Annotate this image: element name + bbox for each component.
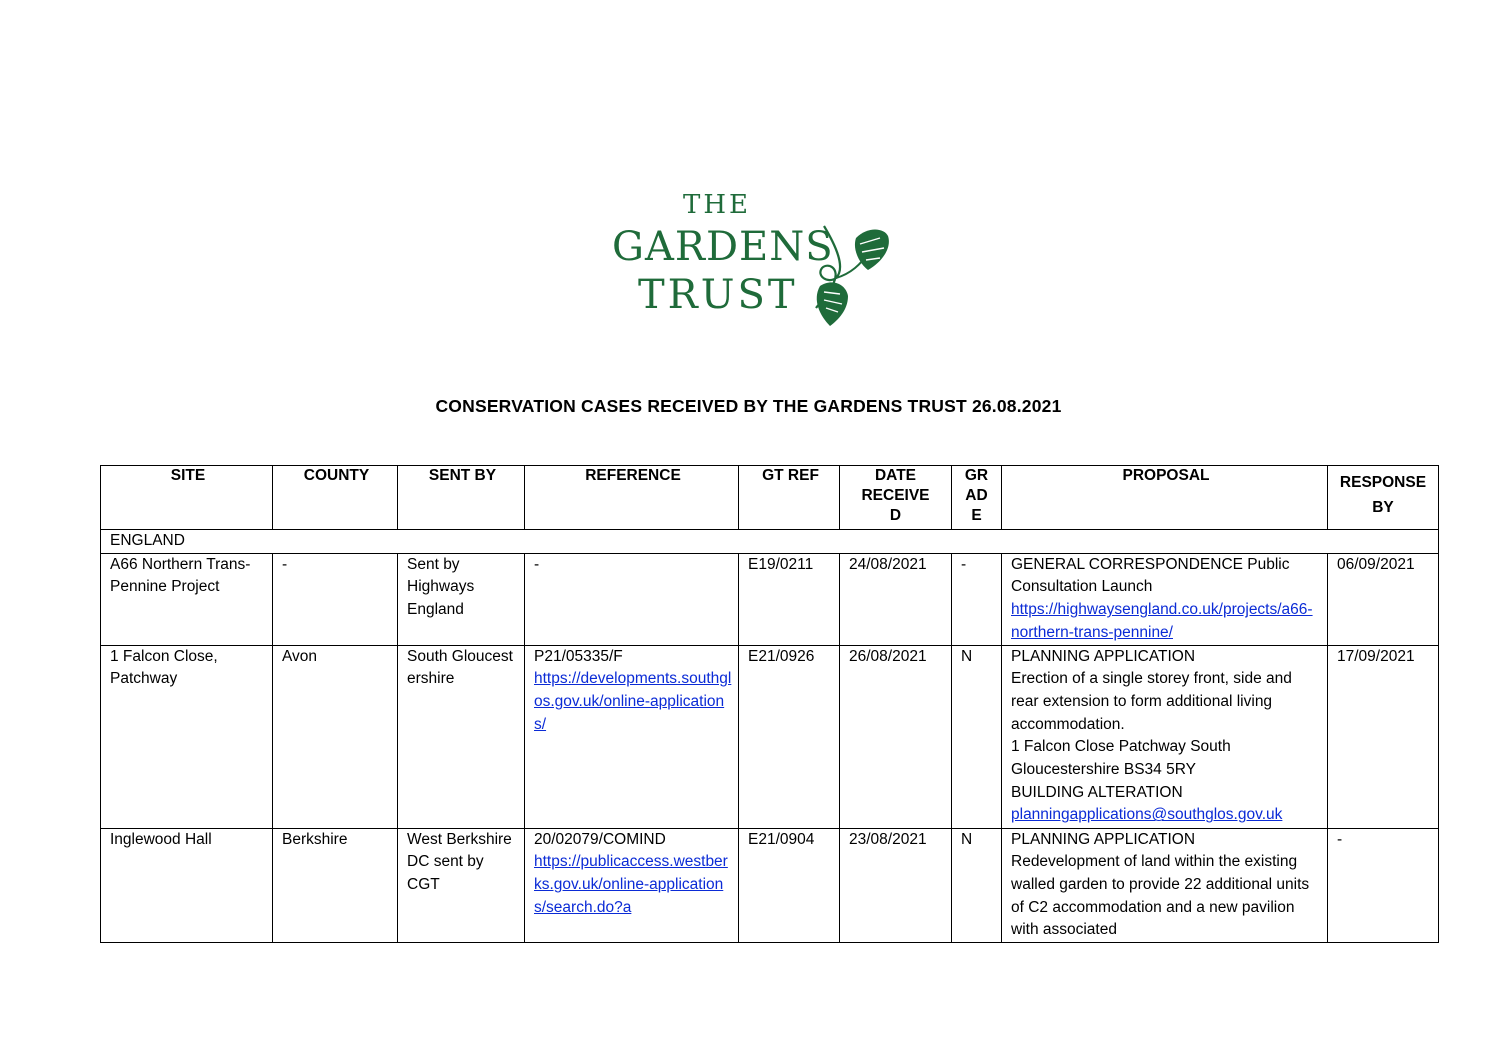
table-row <box>101 645 1439 828</box>
cell-site: A66 Northern Trans-Pennine Project <box>101 553 273 645</box>
cell-county: - <box>273 553 398 645</box>
leaf-icon <box>610 186 895 326</box>
reference-link[interactable]: https://developments.southglos.gov.uk/online-applications/ <box>534 670 732 733</box>
logo-line-the: THE <box>683 190 751 220</box>
table-row <box>101 553 1439 645</box>
cell-site: Inglewood Hall <box>101 828 273 943</box>
conservation-cases-table <box>100 465 1439 943</box>
header-grade: GRADE <box>952 466 1002 530</box>
reference-link[interactable]: https://publicaccess.westberks.gov.uk/online-applications/search.do?a <box>534 853 728 916</box>
cell-grade: N <box>952 828 1002 943</box>
proposal-text: 1 Falcon Close Patchway South Gloucestershire BS34 5RY <box>1011 738 1231 779</box>
cell-sent-by: West Berkshire DC sent by CGT <box>398 828 525 943</box>
proposal-text: PLANNING APPLICATION <box>1011 830 1196 848</box>
proposal-text: PLANNING APPLICATION <box>1011 647 1196 665</box>
cell-date-received: 23/08/2021 <box>840 828 952 943</box>
header-proposal: PROPOSAL <box>1002 466 1328 530</box>
header-county: COUNTY <box>273 466 398 530</box>
header-reference: REFERENCE <box>525 466 739 530</box>
proposal-link[interactable]: planningapplications@southglos.gov.uk <box>1011 806 1283 824</box>
cell-grade: N <box>952 645 1002 828</box>
proposal-link[interactable]: https://highwaysengland.co.uk/projects/a66-northern-trans-pennine/ <box>1011 601 1313 641</box>
proposal-text: GENERAL CORRESPONDENCE Public Consultation Launch <box>1011 555 1290 596</box>
section-label: ENGLAND <box>101 530 1439 554</box>
cell-gt-ref: E21/0904 <box>739 828 840 943</box>
proposal-text: Erection of a single storey front, side and rear extension to form additional living accommodation. <box>1011 670 1292 733</box>
header-date-received: DATE RECEIVED <box>840 466 952 530</box>
cell-gt-ref: E19/0211 <box>739 553 840 645</box>
cell-county: Berkshire <box>273 828 398 943</box>
table-row <box>101 828 1439 943</box>
header-site: SITE <box>101 466 273 530</box>
cell-county: Avon <box>273 645 398 828</box>
header-gt-ref: GT REF <box>739 466 840 530</box>
cell-grade: - <box>952 553 1002 645</box>
reference-text: 20/02079/COMIND <box>534 830 666 848</box>
proposal-text: Redevelopment of land within the existing walled garden to provide 22 additional units of C2 accommodation and a new pavilion with associated <box>1011 853 1310 939</box>
cell-response-by: 17/09/2021 <box>1328 645 1439 828</box>
cell-response-by: 06/09/2021 <box>1328 553 1439 645</box>
cell-date-received: 26/08/2021 <box>840 645 952 828</box>
cell-reference: - <box>525 553 739 645</box>
cell-sent-by: South Gloucestershire <box>398 645 525 828</box>
cell-proposal <box>1002 828 1328 943</box>
header-response-by: RESPONSE BY <box>1328 466 1439 530</box>
document-title: CONSERVATION CASES RECEIVED BY THE GARDENS TRUST 26.08.2021 <box>435 396 1062 416</box>
section-row <box>101 530 1439 554</box>
cell-proposal <box>1002 553 1328 645</box>
gardens-trust-logo <box>610 186 895 326</box>
cell-gt-ref: E21/0926 <box>739 645 840 828</box>
logo-line-trust: TRUST <box>638 272 798 318</box>
table-header-row <box>101 466 1439 530</box>
reference-text: P21/05335/F <box>534 647 623 665</box>
header-sent-by: SENT BY <box>398 466 525 530</box>
cell-proposal <box>1002 645 1328 828</box>
cell-reference <box>525 645 739 828</box>
cell-site: 1 Falcon Close, Patchway <box>101 645 273 828</box>
cell-sent-by: Sent by Highways England <box>398 553 525 645</box>
cell-reference <box>525 828 739 943</box>
cell-date-received: 24/08/2021 <box>840 553 952 645</box>
cell-response-by: - <box>1328 828 1439 943</box>
proposal-text: BUILDING ALTERATION <box>1011 783 1183 801</box>
logo-line-gardens: GARDENS <box>612 224 834 270</box>
